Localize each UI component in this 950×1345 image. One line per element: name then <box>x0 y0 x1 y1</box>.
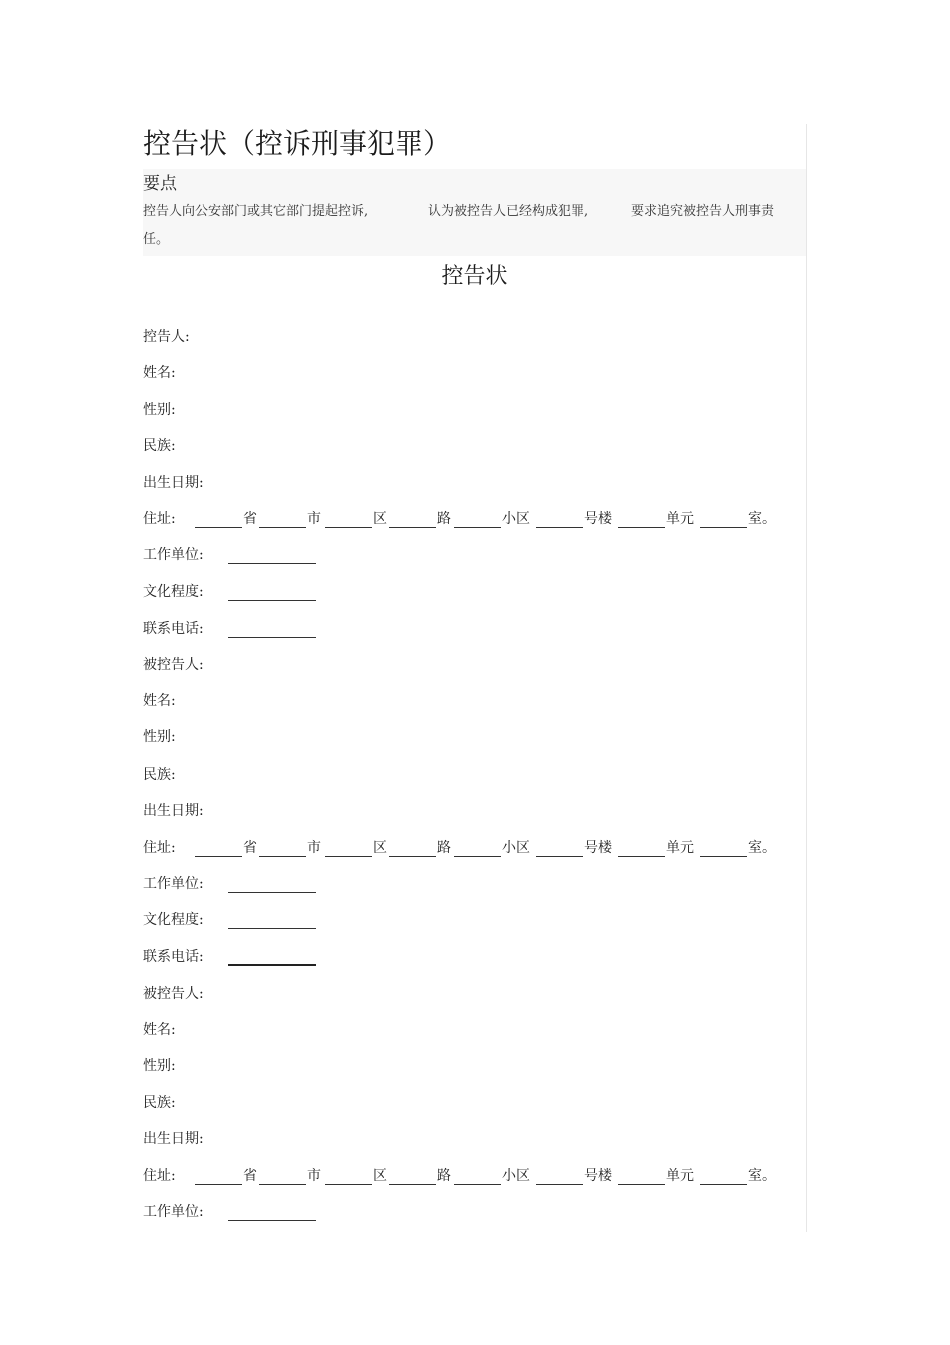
keypoints-text-1: 控告人向公安部门或其它部门提起控诉, <box>143 204 369 219</box>
complainant-address-row: 住址: 省 市 区 路 小区 号楼 单元 室。 <box>143 508 806 530</box>
address-blank[interactable] <box>700 527 747 528</box>
document-page: 控告状（控诉刑事犯罪） 要点 控告人向公安部门或其它部门提起控诉, 认为被控告人已经构成犯罪, 要求追究被控告人刑事责 任。 控告状 控告人: 姓名: 性别: 民族: 出生日期: 住址: 省 市 区 路 小区 号楼 单元 室。 工作单位: 文化程度: 联系电话: 被控告人: 姓名: 性别: 民族: 出生日期: 住址: 省 市 区 路 小区 号楼 单元 室。 工作单位: 文化程度: 联系电话: 被控告人: 姓名: 性别: 民族: 出生日期: 住址: 省 市 区 路 小区 号楼 单元 室。 工作单位: <box>143 124 807 1232</box>
address-blank[interactable] <box>389 1184 436 1185</box>
address-road-label: 路 <box>437 1168 451 1184</box>
address-province-label: 省 <box>243 1168 257 1184</box>
address-district-label: 区 <box>373 840 387 856</box>
address-community-label: 小区 <box>502 1168 530 1184</box>
address-blank[interactable] <box>700 1184 747 1185</box>
address-blank[interactable] <box>454 856 501 857</box>
address-province-label: 省 <box>243 840 257 856</box>
complainant-work-row: 工作单位: <box>143 544 343 566</box>
address-road-label: 路 <box>437 840 451 856</box>
address-blank[interactable] <box>454 527 501 528</box>
defendant-work-row: 工作单位: <box>143 873 343 895</box>
address-district-label: 区 <box>373 1168 387 1184</box>
address-blank[interactable] <box>536 527 583 528</box>
address-blank[interactable] <box>536 1184 583 1185</box>
address-unit-label: 单元 <box>666 511 694 527</box>
address-blank[interactable] <box>618 527 665 528</box>
defendant-phone-row: 联系电话: <box>143 946 343 968</box>
address-blank[interactable] <box>325 527 372 528</box>
defendant2-address-row: 住址: 省 市 区 路 小区 号楼 单元 室。 <box>143 1165 806 1187</box>
address-community-label: 小区 <box>502 511 530 527</box>
address-building-label: 号楼 <box>584 511 612 527</box>
work-blank[interactable] <box>228 892 316 893</box>
complainant-education-row: 文化程度: <box>143 581 343 603</box>
education-blank[interactable] <box>228 600 316 601</box>
defendant-address-row: 住址: 省 市 区 路 小区 号楼 单元 室。 <box>143 837 806 859</box>
address-blank[interactable] <box>618 856 665 857</box>
address-city-label: 市 <box>307 1168 321 1184</box>
address-room-label: 室。 <box>748 511 776 527</box>
phone-blank[interactable] <box>228 637 316 638</box>
address-province-label: 省 <box>243 511 257 527</box>
address-city-label: 市 <box>307 511 321 527</box>
complainant-phone-row: 联系电话: <box>143 618 343 640</box>
address-building-label: 号楼 <box>584 840 612 856</box>
defendant-education-row: 文化程度: <box>143 909 343 931</box>
form-title: 控告状 <box>441 264 508 289</box>
address-blank[interactable] <box>259 856 306 857</box>
address-room-label: 室。 <box>748 1168 776 1184</box>
address-district-label: 区 <box>373 511 387 527</box>
address-blank[interactable] <box>259 527 306 528</box>
address-blank[interactable] <box>454 1184 501 1185</box>
address-room-label: 室。 <box>748 840 776 856</box>
address-blank[interactable] <box>325 1184 372 1185</box>
address-community-label: 小区 <box>502 840 530 856</box>
work-blank[interactable] <box>228 1220 316 1221</box>
address-building-label: 号楼 <box>584 1168 612 1184</box>
address-unit-label: 单元 <box>666 1168 694 1184</box>
keypoints-text-line2: 任。 <box>143 232 170 247</box>
defendant2-work-row: 工作单位: <box>143 1201 343 1223</box>
address-unit-label: 单元 <box>666 840 694 856</box>
keypoints-heading: 要点 <box>143 174 177 194</box>
keypoints-text-3: 要求追究被控告人刑事责 <box>631 204 775 219</box>
address-blank[interactable] <box>259 1184 306 1185</box>
education-blank[interactable] <box>228 928 316 929</box>
phone-blank[interactable] <box>228 964 316 966</box>
address-blank[interactable] <box>195 1184 242 1185</box>
keypoints-text-2: 认为被控告人已经构成犯罪, <box>428 204 589 219</box>
address-city-label: 市 <box>307 840 321 856</box>
work-blank[interactable] <box>228 563 316 564</box>
address-blank[interactable] <box>536 856 583 857</box>
address-road-label: 路 <box>437 511 451 527</box>
address-blank[interactable] <box>325 856 372 857</box>
address-blank[interactable] <box>389 856 436 857</box>
page-title: 控告状（控诉刑事犯罪） <box>143 127 452 160</box>
address-blank[interactable] <box>700 856 747 857</box>
address-blank[interactable] <box>389 527 436 528</box>
keypoints-box <box>143 169 806 256</box>
address-blank[interactable] <box>195 527 242 528</box>
address-blank[interactable] <box>618 1184 665 1185</box>
address-blank[interactable] <box>195 856 242 857</box>
